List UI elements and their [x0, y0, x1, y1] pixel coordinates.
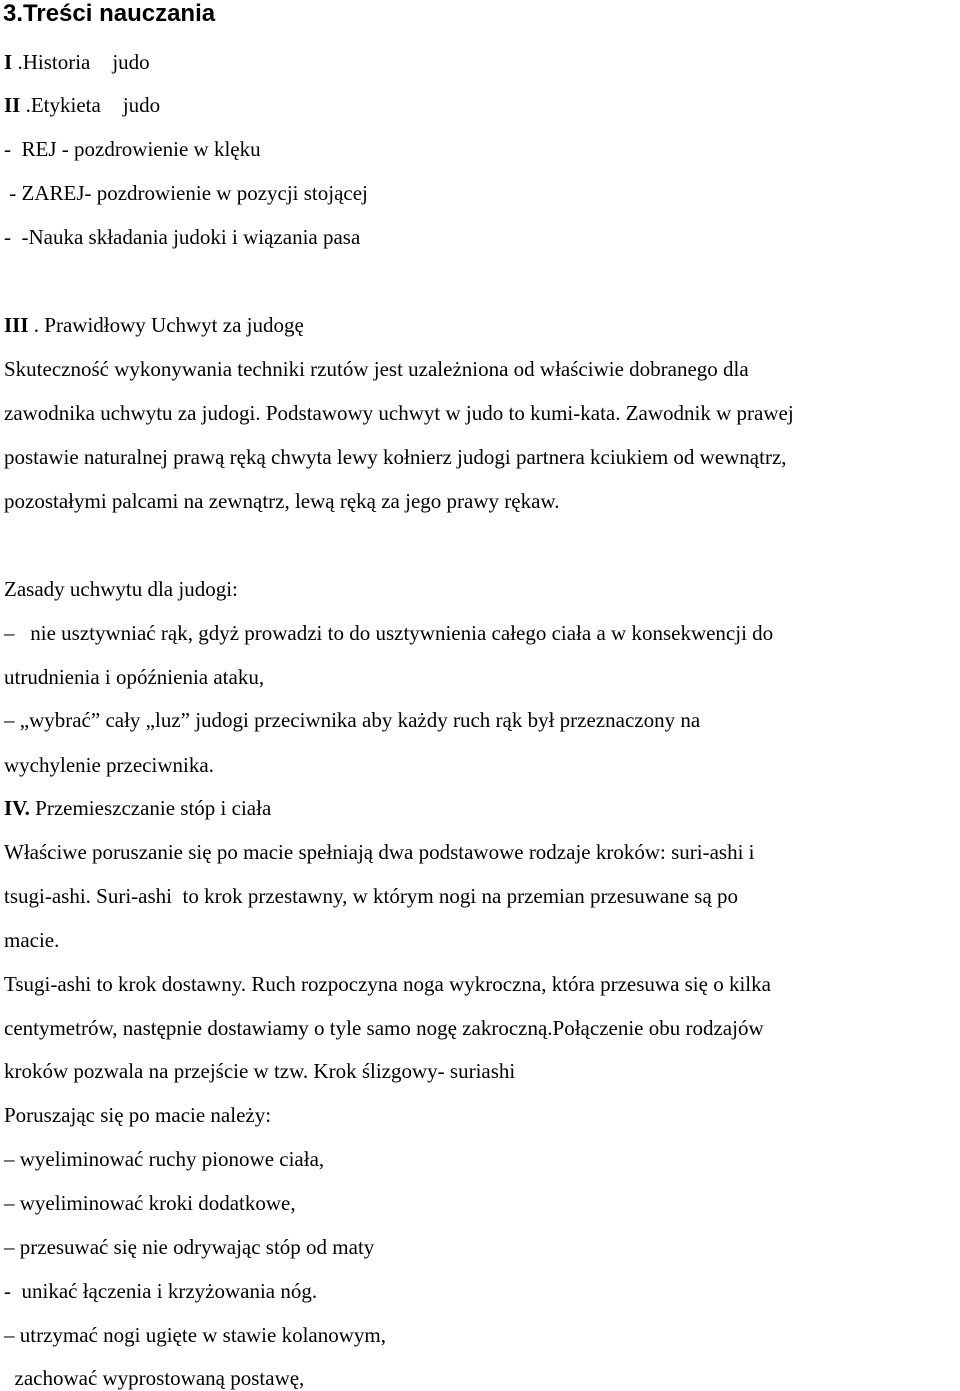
paragraph-line: tsugi-ashi. Suri-ashi to krok przestawny, w którym nogi na przemian przesuwane są po [4, 884, 739, 908]
section-4-text: Przemieszczanie stóp i ciała [29, 796, 272, 820]
list-item: – wyeliminować kroki dodatkowe, [4, 1191, 296, 1215]
list-item: - unikać łączenia i krzyżowania nóg. [4, 1279, 318, 1303]
section-4-numeral: IV. [4, 796, 30, 820]
section-1-numeral: I [4, 50, 13, 74]
list-item: – „wybrać” cały „luz” judogi przeciwnika aby każdy ruch rąk był przeznaczony na [4, 708, 701, 732]
list-item: – nie usztywniać rąk, gdyż prowadzi to do usztywnienia całego ciała a w konsekwencji do [4, 621, 774, 645]
list-item: - ZAREJ- pozdrowienie w pozycji stojącej [4, 181, 368, 205]
paragraph-line: zawodnika uchwytu za judogi. Podstawowy uchwyt w judo to kumi-kata. Zawodnik w prawej [4, 401, 794, 425]
paragraph-line: Tsugi-ashi to krok dostawny. Ruch rozpoczyna noga wykroczna, która przesuwa się o kilka [4, 972, 771, 996]
paragraph-line: postawie naturalnej prawą ręką chwyta lewy kołnierz judogi partnera kciukiem od wewnątrz, [4, 445, 787, 469]
list-item: utrudnienia i opóźnienia ataku, [4, 665, 265, 689]
paragraph-line: pozostałymi palcami na zewnątrz, lewą ręką za jego prawy rękaw. [4, 489, 560, 513]
list-item: zachować wyprostowaną postawę, [4, 1366, 305, 1390]
paragraph-line: Poruszając się po macie należy: [4, 1103, 272, 1127]
list-item: - REJ - pozdrowienie w klęku [4, 137, 261, 161]
section-1-suffix: judo [112, 50, 150, 74]
paragraph-line: Właściwe poruszanie się po macie spełniają dwa podstawowe rodzaje kroków: suri-ashi i [4, 840, 755, 864]
paragraph-line: Skuteczność wykonywania techniki rzutów jest uzależniona od właściwie dobranego dla [4, 357, 749, 381]
rules-title: Zasady uchwytu dla judogi: [4, 577, 238, 601]
paragraph-line: centymetrów, następnie dostawiamy o tyle samo nogę zakroczną.Połączenie obu rodzajów [4, 1016, 764, 1040]
document-heading: 3.Treści nauczania [3, 0, 216, 27]
section-1-text: .Historia [12, 50, 91, 74]
list-item: – utrzymać nogi ugięte w stawie kolanowym, [4, 1323, 386, 1347]
section-3-text: . Prawidłowy Uchwyt za judogę [28, 313, 304, 337]
section-4-title [4, 795, 271, 821]
section-2-text: .Etykieta [20, 93, 101, 117]
section-2-numeral: II [4, 93, 21, 117]
section-2-suffix: judo [122, 93, 161, 117]
list-item: wychylenie przeciwnika. [4, 753, 214, 777]
paragraph-line: macie. [4, 928, 60, 952]
section-2-title [4, 92, 160, 118]
list-item: - -Nauka składania judoki i wiązania pasa [4, 225, 361, 249]
paragraph-line: kroków pozwala na przejście w tzw. Krok ślizgowy- suriashi [4, 1059, 516, 1083]
list-item: – wyeliminować ruchy pionowe ciała, [4, 1147, 325, 1171]
section-3-numeral: III [4, 313, 29, 337]
list-item: – przesuwać się nie odrywając stóp od maty [4, 1235, 375, 1259]
section-3-title [4, 312, 304, 338]
section-1-title [4, 49, 150, 75]
